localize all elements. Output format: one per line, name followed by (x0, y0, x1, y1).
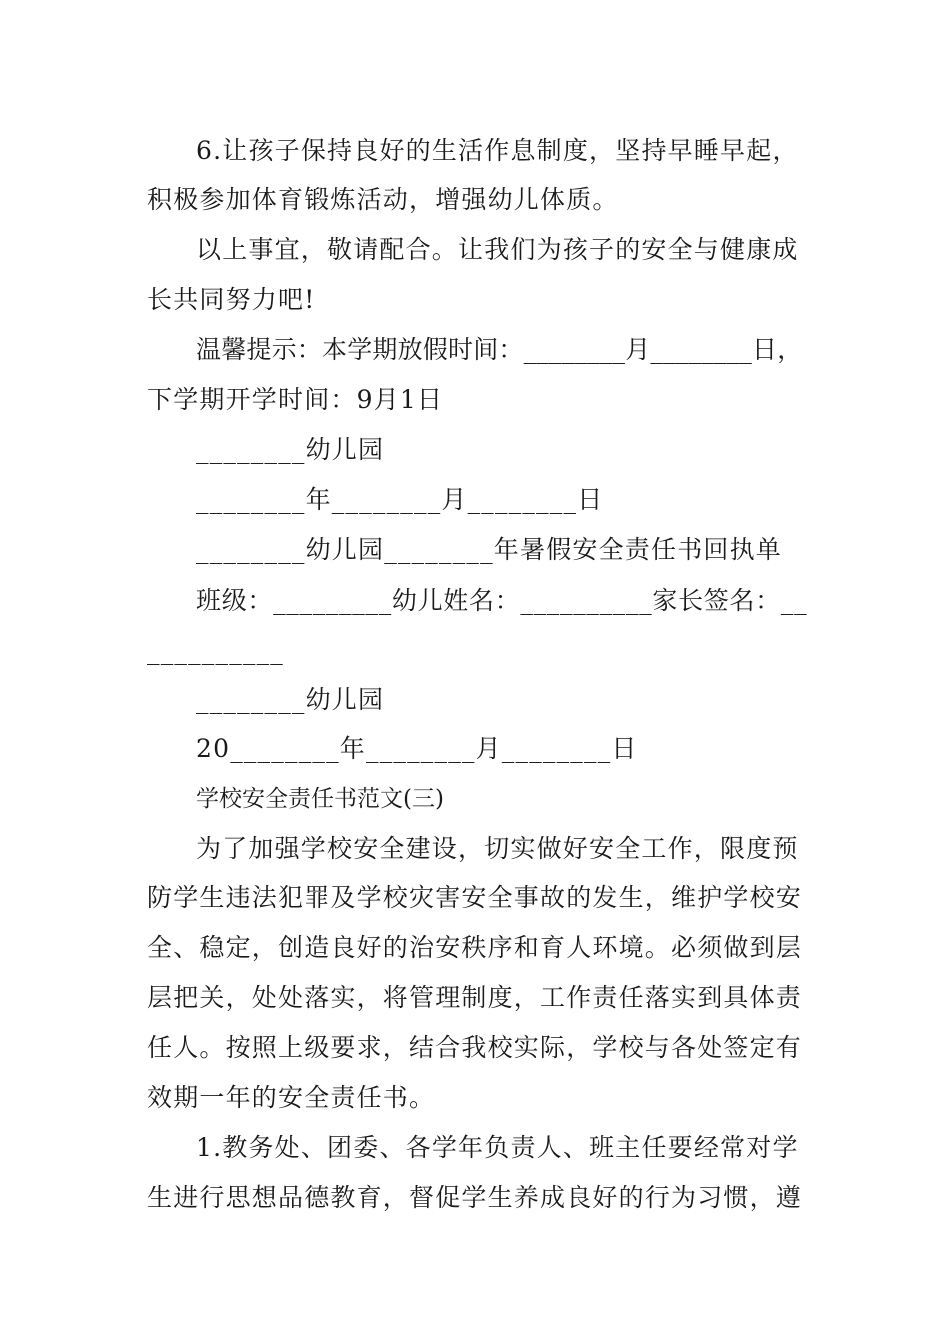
text-line: 层把关，处处落实，将管理制度，工作责任落实到具体责 (147, 983, 803, 1012)
text-line: 1.教务处、团委、各学年负责人、班主任要经常对学 (196, 1133, 799, 1162)
text-line: 为了加强学校安全建设，切实做好安全工作，限度预 (196, 834, 799, 863)
text-line: 以上事宜，敬请配合。让我们为孩子的安全与健康成 (196, 235, 799, 264)
text-line: ________幼儿园 (196, 435, 385, 464)
text-line: 全、稳定，创造良好的治安秩序和育人环境。必须做到层 (147, 933, 803, 962)
text-line: 积极参加体育锻炼活动，增强幼儿体质。 (147, 185, 619, 214)
text-line: 下学期开学时间：9月1日 (147, 385, 444, 414)
text-line: 班级：_________幼儿姓名：__________家长签名：__ (196, 586, 808, 615)
text-line: 生进行思想品德教育，督促学生养成良好的行为习惯，遵 (147, 1183, 803, 1212)
text-line: 6.让孩子保持良好的生活作息制度，坚持早睡早起， (196, 136, 799, 165)
text-line: 效期一年的安全责任书。 (147, 1083, 436, 1112)
section-title: 学校安全责任书范文(三) (196, 786, 444, 812)
text-line: 温馨提示：本学期放假时间：________月________日， (196, 335, 803, 364)
text-line: ________幼儿园________年暑假安全责任书回执单 (196, 535, 783, 564)
text-line: ________幼儿园 (196, 685, 385, 714)
text-line: 任人。按照上级要求，结合我校实际，学校与各处签定有 (147, 1033, 803, 1062)
text-line: ________年________月________日 (196, 485, 604, 514)
text-line: 长共同努力吧! (147, 285, 316, 314)
text-line: 20________年________月________日 (196, 734, 638, 763)
text-line: 防学生违法犯罪及学校灾害安全事故的发生，维护学校安 (147, 883, 803, 912)
text-line: __________ (147, 636, 284, 665)
